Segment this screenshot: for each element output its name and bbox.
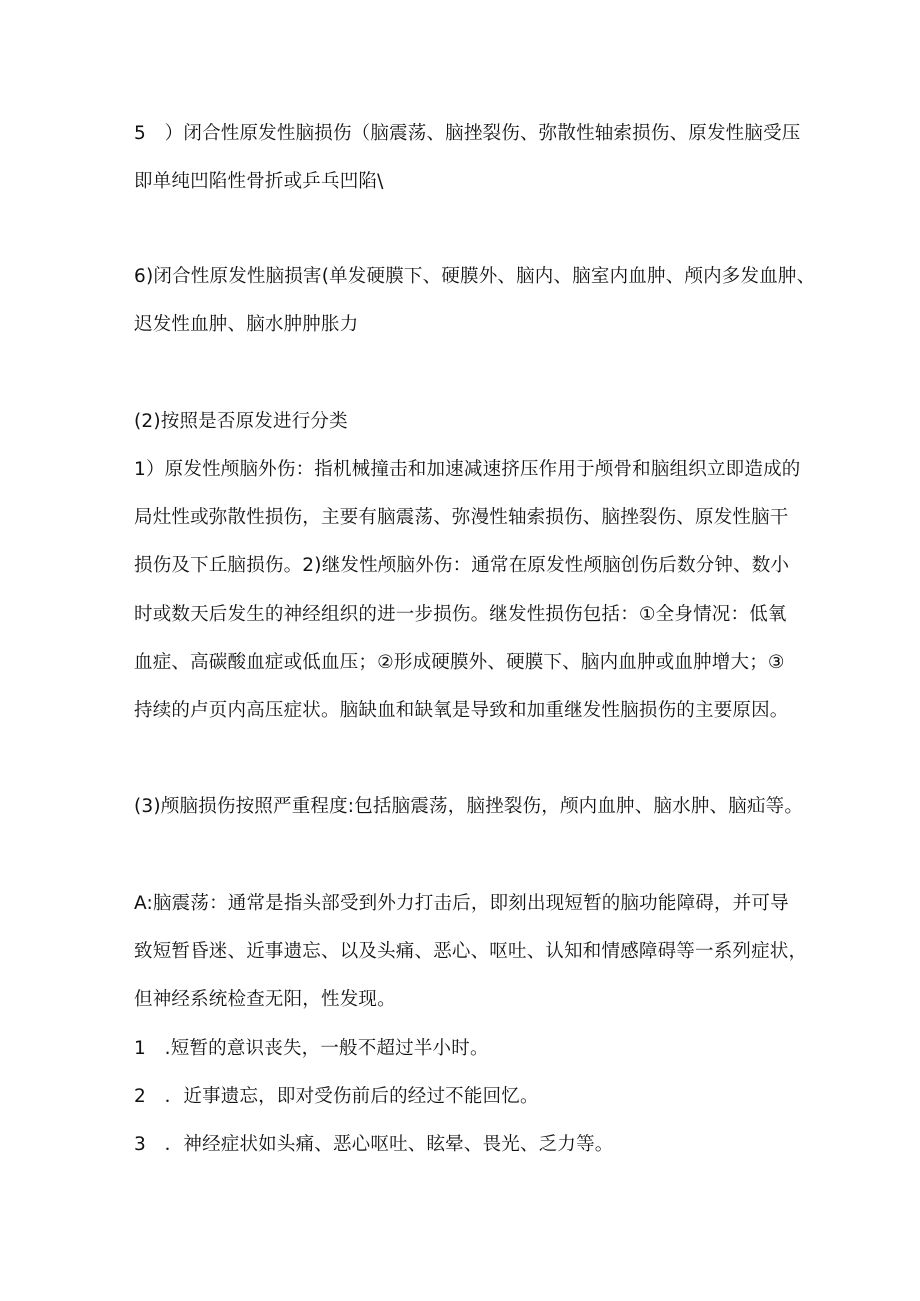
item-6-line-1: 6)闭合性原发性脑损害(单发硬膜下、硬膜外、脑内、脑室内血肿、颅内多发血肿、 <box>134 266 816 287</box>
severity-line: (3)颅脑损伤按照严重程度:包括脑震荡，脑挫裂伤，颅内血肿、脑水肿、脑疝等。 <box>134 796 804 817</box>
paragraph-line: 局灶性或弥散性损伤，主要有脑震荡、弥漫性轴索损伤、脑挫裂伤、原发性脑干 <box>134 507 789 528</box>
list-item: 3 ．神经症状如头痛、恶心呕吐、眩晕、畏光、乏力等。 <box>134 1134 614 1155</box>
item-5-line-2: 即单纯凹陷性骨折或乒乓凹陷\ <box>134 171 384 192</box>
paragraph-line: 致短暂昏迷、近事遗忘、以及头痛、恶心、呕吐、认知和情感障碍等一系列症状， <box>134 941 808 962</box>
item-5-line-1: 5 ）闭合性原发性脑损伤（脑震荡、脑挫裂伤、弥散性轴索损伤、原发性脑受压 <box>134 123 801 144</box>
paragraph-line: 但神经系统检查无阳，性发现。 <box>134 989 396 1010</box>
paragraph-line: 1）原发性颅脑外伤：指机械撞击和加速减速挤压作用于颅骨和脑组织立即造成的 <box>134 459 801 480</box>
paragraph-line: A:脑震荡：通常是指头部受到外力打击后，即刻出现短暂的脑功能障碍，并可导 <box>134 893 789 914</box>
list-item: 1 .短暂的意识丧失，一般不超过半小时。 <box>134 1038 489 1059</box>
paragraph-line: 损伤及下丘脑损伤。2)继发性颅脑外伤：通常在原发性颅脑创伤后数分钟、数小 <box>134 555 790 576</box>
paragraph-line: 血症、高碳酸血症或低血压；②形成硬膜外、硬膜下、脑内血肿或血肿增大；③ <box>134 652 785 673</box>
list-item: 2 ．近事遗忘，即对受伤前后的经过不能回忆。 <box>134 1086 539 1107</box>
paragraph-line: 时或数天后发生的神经组织的进一步损伤。继发性损伤包括：①全身情况：低氧 <box>134 604 787 625</box>
paragraph-line: 持续的卢页内高压症状。脑缺血和缺氧是导致和加重继发性脑损伤的主要原因。 <box>134 700 789 721</box>
section-heading-primary-classification: (2)按照是否原发进行分类 <box>134 411 348 432</box>
item-6-line-2: 迟发性血肿、脑水肿肿胀力 <box>134 314 359 335</box>
